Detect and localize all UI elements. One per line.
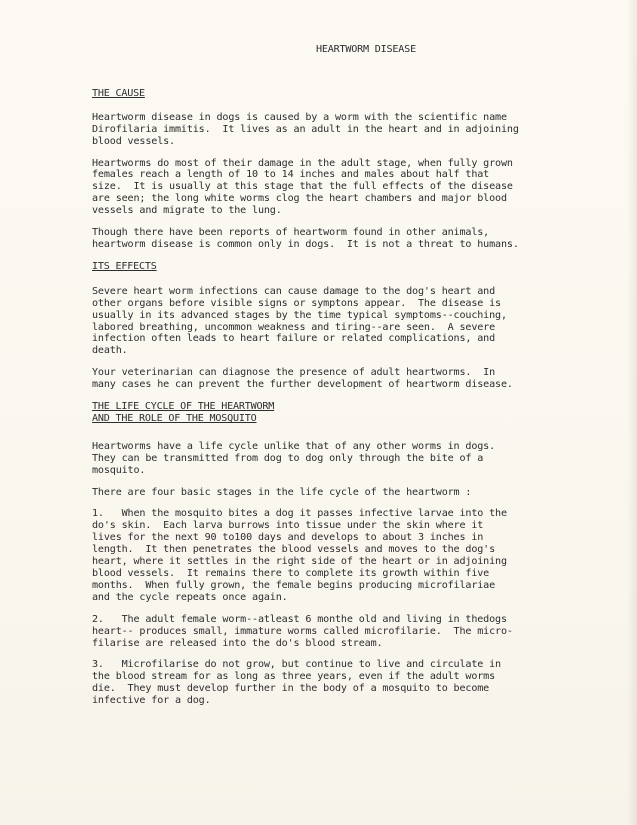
paragraph-effects-1 — [92, 286, 592, 357]
text-line: die. They must develop further in the body of a mosquito to become — [92, 683, 490, 695]
text-line: 2. The adult female worm--atleast 6 monthe old and living in thedogs — [92, 613, 507, 625]
text-line: heartworm disease is common only in dogs. It is not a threat to humans. — [92, 238, 519, 250]
text-line: infection often leads to heart failure or related complications, and — [92, 333, 496, 345]
text-line: infective for a dog. — [92, 695, 211, 707]
paragraph-effects-2 — [92, 367, 592, 391]
paragraph-four-stages — [92, 487, 592, 499]
text-line: Your veterinarian can diagnose the presence of adult heartworms. In — [92, 367, 496, 379]
paragraph-cause-2 — [92, 158, 592, 218]
text-line: vessels and migrate to the lung. — [92, 205, 282, 217]
text-line: labored breathing, uncommon weakness and tiring--are seen. A severe — [92, 321, 496, 333]
text-line: 1. When the mosquito bites a dog it passes infective larvae into the — [92, 508, 507, 520]
paragraph-cause-3 — [92, 227, 592, 251]
page-edge-shadow — [627, 0, 637, 825]
text-line: are seen; the long white worms clog the heart chambers and major blood — [92, 193, 507, 205]
text-line: blood vessels. It remains there to complete its growth within five — [92, 568, 490, 579]
text-line: 3. Microfilarise do not grow, but continue to live and circulate in — [92, 659, 501, 671]
section-heading-the-cause: THE CAUSE — [92, 87, 145, 99]
text-line: heart, where it settles in the right side of the heart or in adjoining — [92, 556, 507, 568]
text-line: other organs before visible signs or symptons appear. The disease is — [92, 297, 501, 309]
text-line: Heartworms have a life cycle unlike that of any other worms in dogs. — [92, 440, 496, 452]
text-line: Dirofilaria immitis. It lives as an adult in the heart and in adjoining — [92, 123, 519, 135]
text-line: Though there have been reports of heartworm found in other animals, — [92, 227, 490, 239]
paragraph-stage-3 — [92, 659, 592, 707]
text-line: the blood stream for as long as three years, even if the adult worms — [92, 671, 496, 683]
text-line: Heartworm disease in dogs is caused by a worm with the scientific name — [92, 111, 507, 123]
heading-line: THE LIFE CYCLE OF THE HEARTWORM — [92, 401, 275, 413]
text-line: Heartworms do most of their damage in the adult stage, when fully grown — [92, 157, 513, 169]
text-line: filarise are released into the do's blood stream. — [92, 637, 383, 649]
text-line: blood vessels. — [92, 135, 175, 147]
text-line: size. It is usually at this stage that the full effects of the disease — [92, 181, 513, 193]
text-line: Severe heart worm infections can cause damage to the dog's heart and — [92, 285, 496, 297]
text-line: length. It then penetrates the blood vessels and moves to the dog's — [92, 544, 496, 556]
text-line: do's skin. Each larva burrows into tissue under the skin where it — [92, 520, 484, 532]
text-line: mosquito. — [92, 464, 146, 476]
text-line: months. When fully grown, the female begins producing microfilariae — [92, 579, 496, 591]
text-line: death. — [92, 345, 128, 357]
paragraph-lifecycle-intro — [92, 441, 592, 477]
text-line: females reach a length of 10 to 14 inches and males about half that — [92, 169, 490, 181]
section-heading-its-effects: ITS EFFECTS — [92, 260, 157, 272]
paragraph-stage-2 — [92, 614, 592, 650]
paragraph-cause-1 — [92, 112, 592, 148]
document-body — [92, 44, 592, 717]
document-title: HEARTWORM DISEASE — [316, 44, 416, 55]
paragraph-stage-1 — [92, 508, 592, 603]
text-line: usually in its advanced stages by the time typical symptoms--couching, — [92, 309, 507, 321]
section-heading-life-cycle — [92, 401, 592, 425]
text-line: many cases he can prevent the further development of heartworm disease. — [92, 379, 513, 391]
text-line: They can be transmitted from dog to dog only through the bite of a — [92, 452, 484, 464]
text-line: heart-- produces small, immature worms called microfilarie. The micro- — [92, 625, 513, 637]
text-line: and the cycle repeats once again. — [92, 591, 288, 603]
heading-line: AND THE ROLE OF THE MOSQUITO — [92, 412, 257, 424]
text-line: There are four basic stages in the life cycle of the heartworm : — [92, 486, 472, 498]
text-line: lives for the next 90 to100 days and develops to about 3 inches in — [92, 532, 484, 544]
